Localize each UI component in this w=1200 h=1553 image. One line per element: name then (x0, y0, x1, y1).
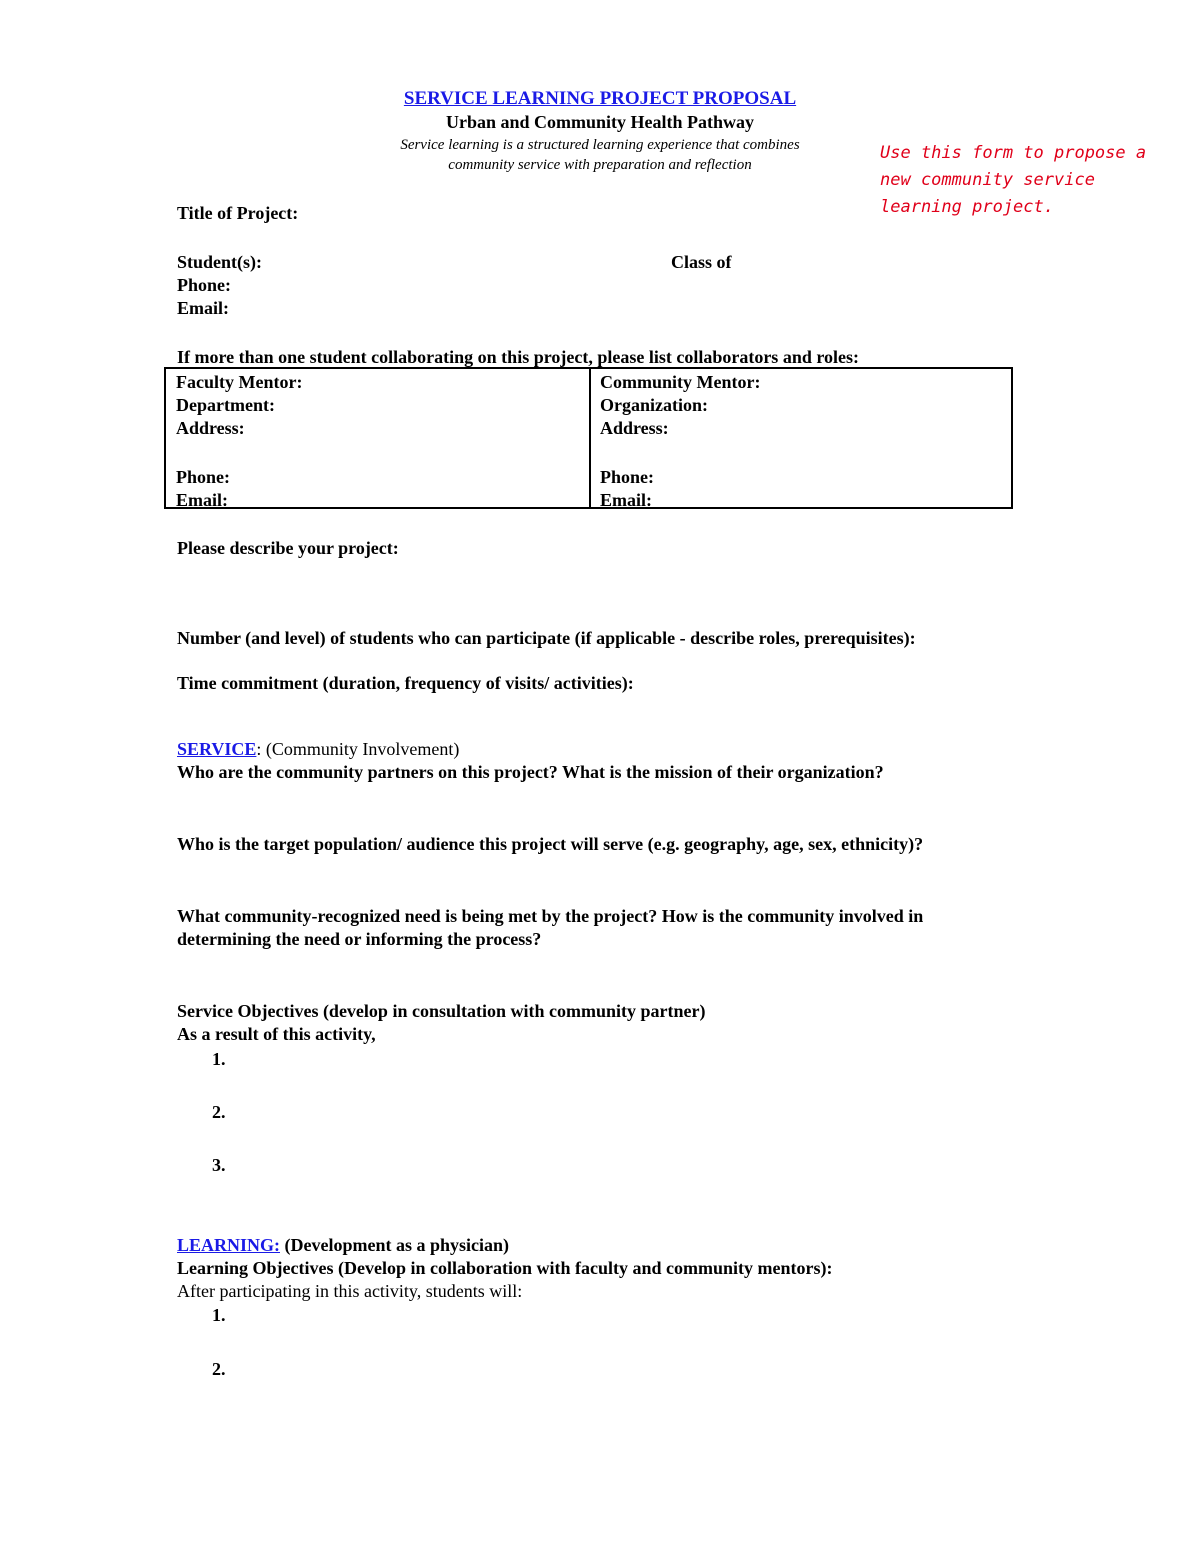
title-of-project-label: Title of Project: (177, 203, 299, 223)
learning-objective-number-1: 1. (212, 1305, 226, 1325)
service-question-partners: Who are the community partners on this project? What is the mission of their organization? (177, 762, 884, 782)
service-objectives-lead: As a result of this activity, (177, 1024, 376, 1044)
learning-objectives-lead: After participating in this activity, students will: (177, 1281, 523, 1301)
community-phone-label: Phone: (600, 467, 654, 487)
community-organization-label: Organization: (600, 395, 708, 415)
number-of-students-prompt: Number (and level) of students who can participate (if applicable - describe roles, prerequisites): (177, 628, 916, 648)
service-question-need-line-2: determining the need or informing the process? (177, 929, 542, 949)
service-objectives-heading: Service Objectives (develop in consultation with community partner) (177, 1001, 706, 1021)
service-question-need-line-1: What community-recognized need is being met by the project? How is the community involved in (177, 906, 924, 926)
service-heading (177, 738, 459, 760)
side-note: Use this form to propose a new community service learning project. (880, 143, 1147, 217)
time-commitment-prompt: Time commitment (duration, frequency of visits/ activities): (177, 673, 634, 693)
learning-heading-link[interactable]: LEARNING (177, 1235, 275, 1255)
community-mentor-label: Community Mentor: (600, 372, 761, 392)
learning-heading (177, 1234, 509, 1256)
service-heading-suffix: : (Community Involvement) (256, 739, 460, 759)
mentor-table-divider (589, 369, 591, 507)
service-heading-link[interactable]: SERVICE (177, 739, 257, 759)
faculty-mentor-column (176, 371, 302, 512)
learning-objective-number-2: 2. (212, 1359, 226, 1379)
learning-objectives-heading: Learning Objectives (Develop in collaboration with faculty and community mentors): (177, 1258, 833, 1278)
service-objective-number-1: 1. (212, 1049, 226, 1069)
service-objective-number-2: 2. (212, 1102, 226, 1122)
collaborators-prompt: If more than one student collaborating on this project, please list collaborators and roles: (177, 347, 859, 367)
email-label: Email: (177, 298, 229, 318)
faculty-mentor-label: Faculty Mentor: (176, 372, 303, 392)
describe-project-prompt: Please describe your project: (177, 538, 399, 558)
learning-heading-suffix: (Development as a physician) (280, 1235, 510, 1255)
page-subtitle: Urban and Community Health Pathway (445, 112, 755, 132)
phone-label: Phone: (177, 275, 231, 295)
community-email-label: Email: (600, 490, 652, 510)
community-address-label: Address: (600, 418, 669, 438)
tagline-line-2: community service with preparation and reflection (448, 157, 752, 173)
service-objective-number-3: 3. (212, 1155, 226, 1175)
faculty-phone-label: Phone: (176, 467, 230, 487)
tagline-line-1: Service learning is a structured learning experience that combines (400, 137, 800, 153)
learning-heading-colon: : (274, 1235, 281, 1255)
faculty-email-label: Email: (176, 490, 228, 510)
class-of-label: Class of (671, 252, 732, 272)
service-question-population: Who is the target population/ audience this project will serve (e.g. geography, age, sex, ethnicity)? (177, 834, 924, 854)
mentor-table (164, 367, 1013, 509)
page-title: SERVICE LEARNING PROJECT PROPOSAL (403, 88, 797, 109)
faculty-department-label: Department: (176, 395, 275, 415)
faculty-address-label: Address: (176, 418, 245, 438)
community-mentor-column (600, 371, 760, 512)
students-label: Student(s): (177, 252, 263, 272)
